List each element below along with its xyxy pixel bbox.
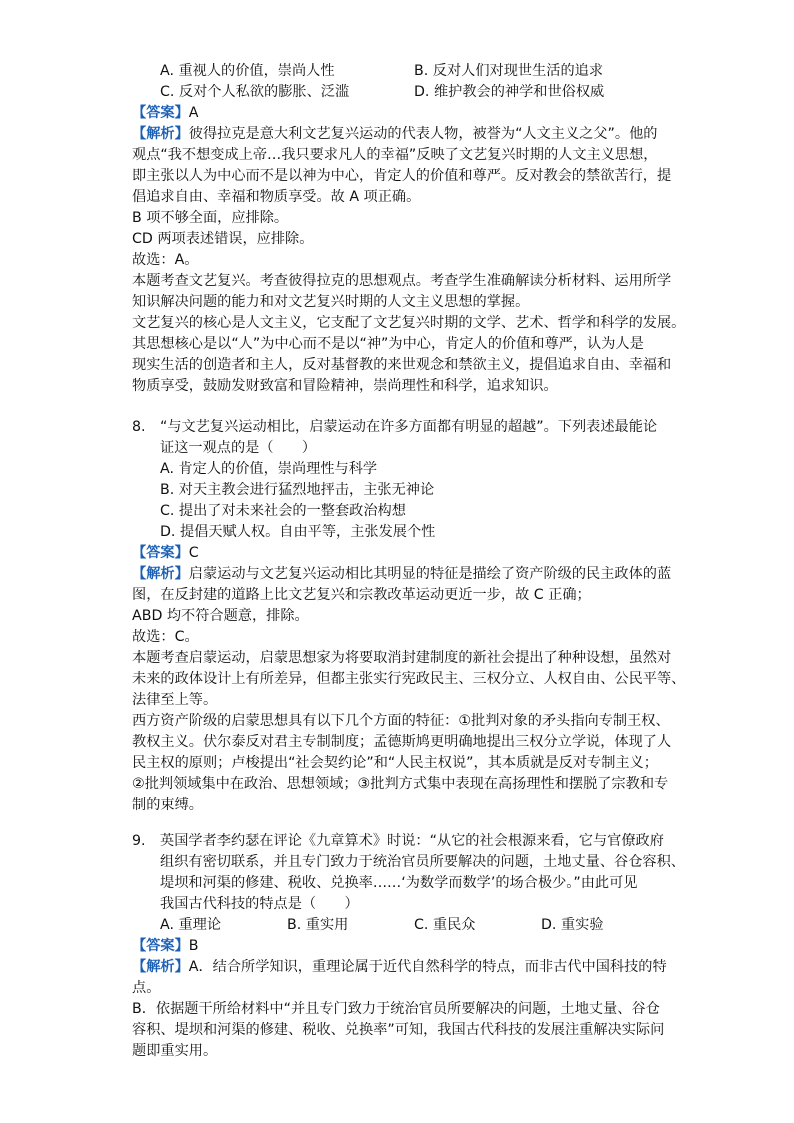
q8-analysis-line-5: 本题考查启蒙运动，启蒙思想家为将要取消封建制度的新社会提出了种种设想，虽然对 xyxy=(132,650,672,666)
q8-option-c: C. 提出了对未来社会的一整套政治构想 xyxy=(160,503,406,519)
q7-analysis-line-11: 其思想核心是以“人”为中心而不是以“神”为中心，肯定人的价值和尊严，认为人是 xyxy=(132,336,644,352)
q7-analysis-line-12: 现实生活的创造者和主人，反对基督教的来世观念和禁欲主义，提倡追求自由、幸福和 xyxy=(132,357,672,373)
q8-analysis-line-9: 教权主义。伏尔泰反对君主专制制度；孟德斯鸠更明确地提出三权分立学说，体现了人 xyxy=(132,734,672,750)
q9-analysis-text: A．结合所学知识，重理论属于近代自然科学的特点，而非古代中国科技的特 xyxy=(188,959,667,975)
q8-analysis-line-8: 西方资产阶级的启蒙思想具有以下几个方面的特征：①批判对象的矛头指向专制王权、 xyxy=(132,713,670,729)
q7-option-a: A. 重视人的价值，崇尚人性 xyxy=(160,63,335,79)
answer-label: 【答案】 xyxy=(132,105,189,121)
q7-analysis-text: 彼得拉克是意大利文艺复兴运动的代表人物，被誉为“人文主义之父”。他的 xyxy=(188,126,658,142)
q9-analysis-line-1 xyxy=(132,957,667,977)
q8-analysis-line-7: 法律至上等。 xyxy=(132,692,218,708)
q8-analysis-line-10: 民主权的原则；卢梭提出“社会契约论”和“人民主权说”，其本质就是反对专制主义； xyxy=(132,755,658,771)
q7-option-b: B. 反对人们对现世生活的追求 xyxy=(414,63,604,79)
q8-analysis-line-1 xyxy=(132,564,671,584)
q9-analysis-line-2: 点。 xyxy=(132,980,161,996)
q7-analysis-line-7: 故选：A。 xyxy=(132,252,199,268)
answer-label: 【答案】 xyxy=(132,545,189,561)
q8-stem-line-2: 证这一观点的是（ ） xyxy=(160,440,317,456)
q9-stem-line-2: 组织有密切联系，并且专门致力于统治官员所要解决的问题，土地丈量、谷仓容积、 xyxy=(160,854,685,870)
q9-answer: B xyxy=(188,938,199,954)
q8-number: 8. xyxy=(132,419,146,435)
q8-answer: C xyxy=(188,545,199,561)
q7-analysis-line-8: 本题考查文艺复兴。考查彼得拉克的思想观点。考查学生准确解读分析材料、运用所学 xyxy=(132,273,672,289)
q9-stem-line-4: 我国古代科技的特点是（ ） xyxy=(160,896,359,912)
q8-analysis-line-12: 制的束缚。 xyxy=(132,797,203,813)
q8-analysis-line-6: 未来的政体设计上有所差异，但都主张实行宪政民主、三权分立、人权自由、公民平等、 xyxy=(132,671,686,687)
q8-answer-line xyxy=(132,543,199,563)
q8-analysis-line-11: ②批判领域集中在政治、思想领域；③批判方式集中表现在高扬理性和摆脱了宗教和专 xyxy=(132,776,669,792)
q7-option-c: C. 反对个人私欲的膨胀、泛滥 xyxy=(160,84,350,100)
q9-stem-line-1: 英国学者李约瑟在评论《九章算术》时说：“从它的社会根源来看，它与官僚政府 xyxy=(160,833,664,849)
q9-analysis-line-4: 容积、堤坝和河渠的修建、税收、兑换率”可知，我国古代科技的发展注重解决实际问 xyxy=(132,1022,665,1038)
q9-option-b: B. 重实用 xyxy=(287,917,349,933)
q7-analysis-line-9: 知识解决问题的能力和对文艺复兴时期的人文主义思想的掌握。 xyxy=(132,294,530,310)
q7-analysis-line-6: CD 两项表述错误，应排除。 xyxy=(132,231,314,247)
q7-analysis-line-3: 即主张以人为中心而不是以神为中心，肯定人的价值和尊严。反对教会的禁欲苦行，提 xyxy=(132,168,672,184)
q8-stem-line-1: “与文艺复兴运动相比，启蒙运动在许多方面都有明显的超越”。下列表述最能论 xyxy=(160,419,658,435)
q7-answer: A xyxy=(188,105,199,121)
analysis-label: 【解析】 xyxy=(132,566,189,582)
q9-number: 9. xyxy=(132,833,146,849)
q8-analysis-line-3: ABD 均不符合题意，排除。 xyxy=(132,608,309,624)
q7-analysis-line-13: 物质享受，鼓励发财致富和冒险精神，崇尚理性和科学，追求知识。 xyxy=(132,378,558,394)
q7-option-d: D. 维护教会的神学和世俗权威 xyxy=(414,84,605,100)
q7-analysis-line-5: B 项不够全面，应排除。 xyxy=(132,210,289,226)
q9-option-a: A. 重理论 xyxy=(160,917,222,933)
answer-label: 【答案】 xyxy=(132,938,189,954)
q8-option-b: B. 对天主教会进行猛烈地抨击，主张无神论 xyxy=(160,482,435,498)
q9-stem-line-3: 堤坝和河渠的修建、税收、兑换率……‘为数学而数学’的场合极少。”由此可见 xyxy=(160,875,638,891)
q8-analysis-text: 启蒙运动与文艺复兴运动相比其明显的特征是描绘了资产阶级的民主政体的蓝 xyxy=(188,566,672,582)
q7-analysis-line-2: 观点“我不想变成上帝…我只要求凡人的幸福”反映了文艺复兴时期的人文主义思想， xyxy=(132,147,658,163)
q7-analysis-line-4: 倡追求自由、幸福和物质享受。故 A 项正确。 xyxy=(132,189,421,205)
q9-analysis-line-3: B．依据题干所给材料中“并且专门致力于统治官员所要解决的问题，土地丈量、谷仓 xyxy=(132,1001,660,1017)
analysis-label: 【解析】 xyxy=(132,959,189,975)
q9-option-d: D. 重实验 xyxy=(541,917,604,933)
q8-option-a: A. 肯定人的价值，崇尚理性与科学 xyxy=(160,461,378,477)
analysis-label: 【解析】 xyxy=(132,126,189,142)
q8-analysis-line-2: 图，在反封建的道路上比文艺复兴和宗教改革运动更近一步，故 C 正确； xyxy=(132,587,591,603)
q7-analysis-line-1 xyxy=(132,124,657,144)
q9-analysis-line-5: 题即重实用。 xyxy=(132,1043,218,1059)
q8-analysis-line-4: 故选：C。 xyxy=(132,629,199,645)
q9-answer-line xyxy=(132,936,199,956)
q9-option-c: C. 重民众 xyxy=(414,917,476,933)
q7-analysis-line-10: 文艺复兴的核心是人文主义，它支配了文艺复兴时期的文学、艺术、哲学和科学的发展。 xyxy=(132,315,686,331)
q8-option-d: D. 提倡天赋人权。自由平等，主张发展个性 xyxy=(160,524,436,540)
q7-answer-line xyxy=(132,103,198,123)
